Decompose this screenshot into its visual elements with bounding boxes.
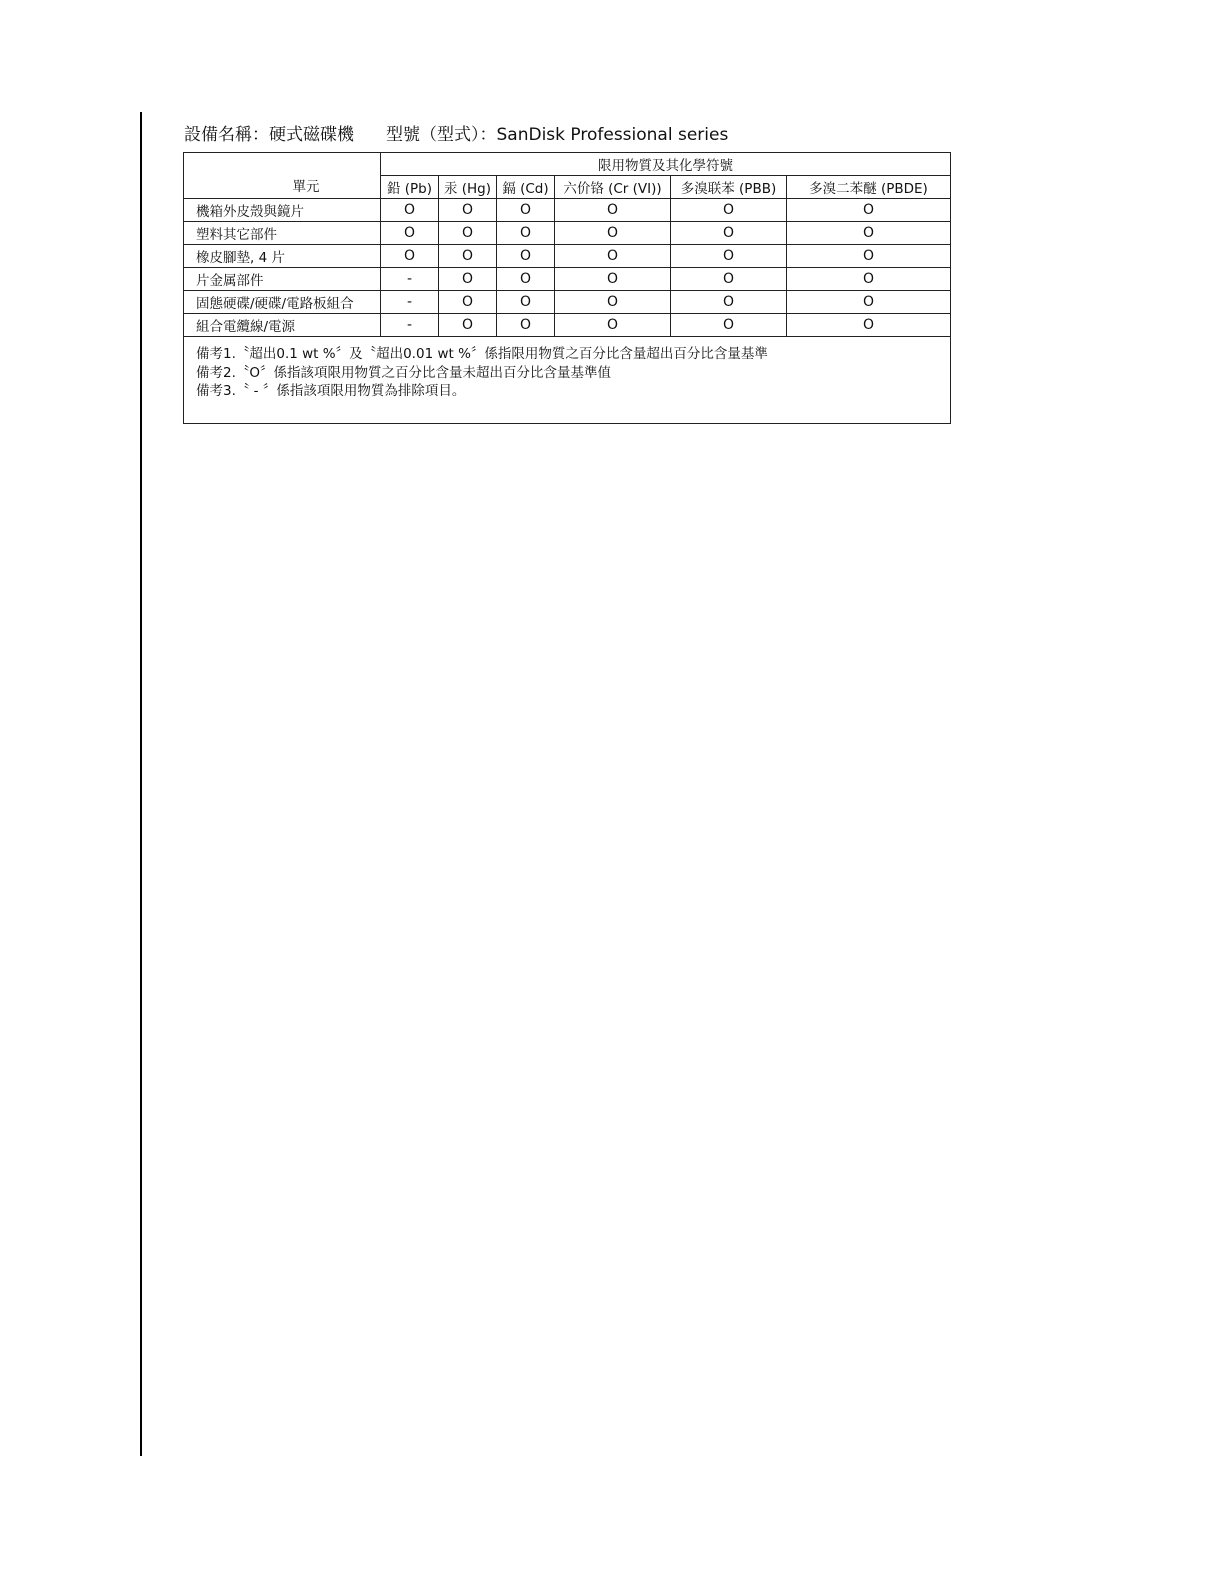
value-cell: O <box>439 199 497 222</box>
column-header: 汞 (Hg) <box>439 176 497 199</box>
value-cell: O <box>787 268 951 291</box>
column-header: 多溴联苯 (PBB) <box>671 176 787 199</box>
value-cell: O <box>671 291 787 314</box>
value-cell: O <box>439 245 497 268</box>
value-cell: O <box>787 199 951 222</box>
table-row <box>184 291 951 314</box>
unit-cell: 固態硬碟/硬碟/電路板組合 <box>184 291 381 314</box>
note-3: 備考3.〝 - 〞係指該項限用物質為排除項目。 <box>196 383 466 399</box>
column-header: 多溴二苯醚 (PBDE) <box>787 176 951 199</box>
value-cell: O <box>555 222 671 245</box>
table-row <box>184 314 951 337</box>
value-cell: O <box>439 314 497 337</box>
unit-cell: 片金属部件 <box>184 268 381 291</box>
value-cell: O <box>381 245 439 268</box>
value-cell: O <box>555 245 671 268</box>
unit-cell: 塑料其它部件 <box>184 222 381 245</box>
unit-cell: 組合電纜線/電源 <box>184 314 381 337</box>
value-cell: O <box>497 199 555 222</box>
value-cell: O <box>497 222 555 245</box>
value-cell: O <box>787 291 951 314</box>
value-cell: O <box>671 199 787 222</box>
value-cell: O <box>787 314 951 337</box>
group-header-cell: 限用物質及其化學符號 <box>381 153 951 176</box>
value-cell: O <box>671 314 787 337</box>
unit-header-cell: 單元 <box>184 153 381 199</box>
notes-row <box>184 337 951 424</box>
value-cell: O <box>671 222 787 245</box>
value-cell: O <box>497 268 555 291</box>
value-cell: - <box>381 314 439 337</box>
rohs-substance-table <box>183 152 951 424</box>
unit-cell: 橡皮腳墊, 4 片 <box>184 245 381 268</box>
value-cell: O <box>497 314 555 337</box>
value-cell: O <box>439 291 497 314</box>
model-name: 型號（型式）：SanDisk Professional series <box>386 125 729 145</box>
value-cell: O <box>439 268 497 291</box>
value-cell: O <box>381 199 439 222</box>
value-cell: - <box>381 268 439 291</box>
column-header: 鎘 (Cd) <box>497 176 555 199</box>
value-cell: O <box>671 245 787 268</box>
unit-cell: 機箱外皮殼與鏡片 <box>184 199 381 222</box>
value-cell: O <box>555 314 671 337</box>
table-header-row-1 <box>184 153 951 176</box>
device-name: 設備名稱：硬式磁碟機 <box>184 125 354 145</box>
value-cell: O <box>787 245 951 268</box>
table-row <box>184 268 951 291</box>
value-cell: O <box>439 222 497 245</box>
note-1: 備考1.〝超出0.1 wt %〞及〝超出0.01 wt %〞係指限用物質之百分比含量超出百分比含量基準 <box>196 346 768 362</box>
left-margin-rule <box>140 112 142 1456</box>
value-cell: O <box>555 268 671 291</box>
notes-cell <box>184 337 951 424</box>
value-cell: O <box>787 222 951 245</box>
table-row <box>184 222 951 245</box>
value-cell: O <box>497 291 555 314</box>
value-cell: - <box>381 291 439 314</box>
document-heading <box>184 122 728 148</box>
value-cell: O <box>555 199 671 222</box>
column-header: 六价铬 (Cr (VI)) <box>555 176 671 199</box>
table-row <box>184 199 951 222</box>
value-cell: O <box>497 245 555 268</box>
table-row <box>184 245 951 268</box>
note-2: 備考2.〝O〞係指該項限用物質之百分比含量未超出百分比含量基準值 <box>196 364 612 381</box>
value-cell: O <box>555 291 671 314</box>
value-cell: O <box>381 222 439 245</box>
column-header: 鉛 (Pb) <box>381 176 439 199</box>
value-cell: O <box>671 268 787 291</box>
